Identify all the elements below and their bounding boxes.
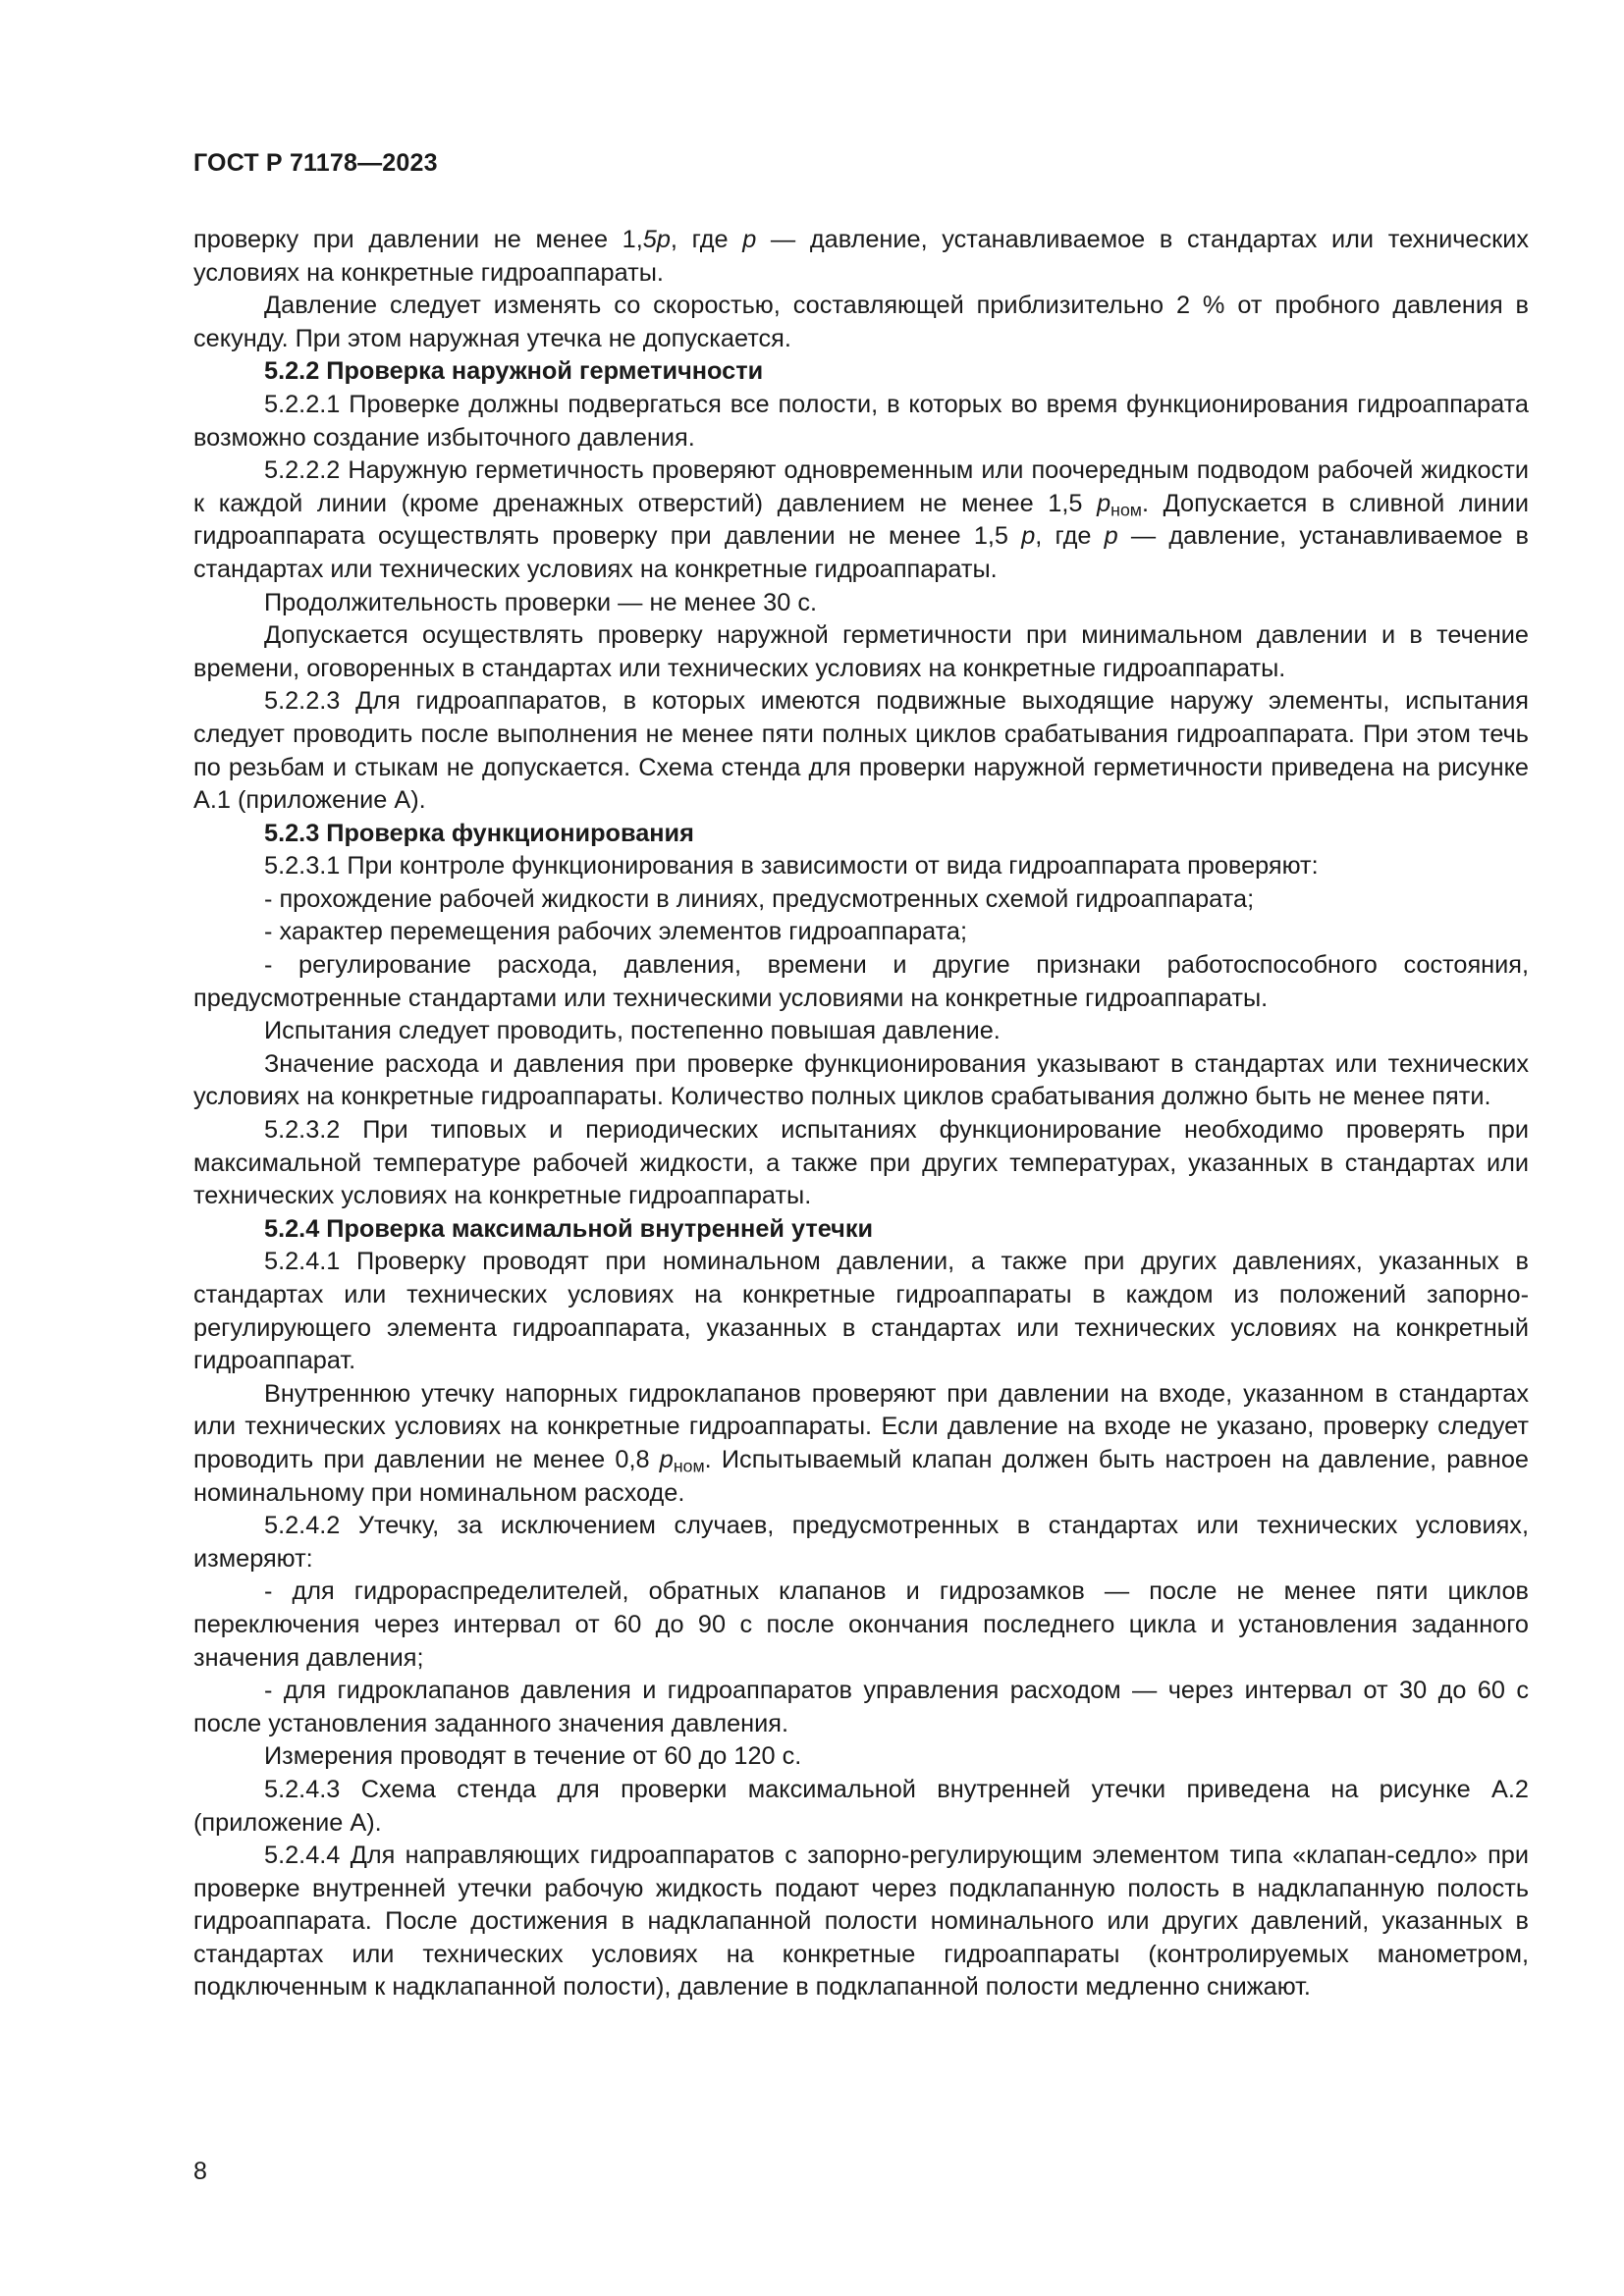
section-heading-5-2-3: 5.2.3 Проверка функционирования	[264, 819, 694, 847]
section-heading-5-2-2: 5.2.2 Проверка наружной герметичности	[264, 357, 764, 386]
paragraph-tests: Испытания следует проводить, постепенно повышая давление.	[264, 1017, 1001, 1045]
document-header: ГОСТ Р 71178—2023	[193, 149, 438, 177]
paragraph-measure: Измерения проводят в течение от 60 до 120 с.	[264, 1742, 802, 1771]
paragraph-duration: Продолжительность проверки — не менее 30 с.	[264, 588, 817, 616]
paragraph-5-2-2-1: 5.2.2.1 Проверке должны подвергаться все полости, в которых во время функционирования гидроаппарата возможно создание избыточного давления.	[193, 390, 1529, 452]
list-item: - для гидроклапанов давления и гидроаппаратов управления расходом — через интервал от 30 до 60 с после установления заданного значения давления.	[193, 1677, 1529, 1737]
paragraph-pressure-rate: Давление следует изменять со скоростью, составляющей приблизительно 2 % от пробного давления в секунду. При этом наружная утечка не допускается.	[193, 292, 1529, 352]
list-item: - для гидрораспределителей, обратных клапанов и гидрозамков — после не менее пяти циклов переключения через интервал от 60 до 90 с после окончания последнего цикла и установления заданного значения давления;	[193, 1577, 1529, 1672]
paragraph-5-2-3-1: 5.2.3.1 При контроле функционирования в зависимости от вида гидроаппарата проверяют:	[264, 852, 1319, 881]
document-body	[193, 224, 1529, 2004]
paragraph-internal-leak: Внутреннюю утечку напорных гидроклапанов проверяют при давлении на входе, указанном в стандартах или технических условиях на конкретные гидроаппараты. Если давление на входе не указано, проверку следует проводить при давлении не менее 0,8 $p_{ном}$. Испытываемый клапан должен быть настроен на давление, равное номинальному при номинальном расходе.	[193, 1379, 1529, 1507]
paragraph-5-2-4-4: 5.2.4.4 Для направляющих гидроаппаратов с запорно-регулирующим элементом типа «клапан-седло» при проверке внутренней утечки рабочую жидкость подают через подклапанную полость в надклапанную полость гидроаппарата. После достижения в надклапанной полости номинального или других давлений, указанных в стандартах или технических условиях на конкретные гидроаппараты (контролируемых манометром, подключенным к надклапанной полости), давление в подклапанной полости медленно снижают.	[193, 1842, 1529, 2002]
paragraph-allowed: Допускается осуществлять проверку наружной герметичности при минимальном давлении и в течение времени, оговоренных в стандартах или технических условиях на конкретные гидроаппараты.	[193, 621, 1529, 682]
paragraph-5-2-3-2: 5.2.3.2 При типовых и периодических испытаниях функционирование необходимо проверять при максимальной температуре рабочей жидкости, а также при других температурах, указанных в стандартах или технических условиях на конкретные гидроаппараты.	[193, 1116, 1529, 1210]
paragraph-5-2-2-3: 5.2.2.3 Для гидроаппаратов, в которых имеются подвижные выходящие наружу элементы, испытания следует проводить после выполнения не менее пяти полных циклов срабатывания гидроаппарата. При этом течь по резьбам и стыкам не допускается. Схема стенда для проверки наружной герметичности приведена на рисунке А.1 (приложение А).	[193, 687, 1529, 815]
paragraph-continuation: проверку при давлении не менее 1,5p, где p — давление, устанавливаемое в стандартах или технических условиях на конкретные гидроаппараты.	[193, 226, 1529, 287]
list-item: - характер перемещения рабочих элементов гидроаппарата;	[264, 918, 967, 946]
paragraph-5-2-4-3: 5.2.4.3 Схема стенда для проверки максимальной внутренней утечки приведена на рисунке А.2 (приложение А).	[193, 1775, 1529, 1837]
paragraph-values: Значение расхода и давления при проверке функционирования указывают в стандартах или технических условиях на конкретные гидроаппараты. Количество полных циклов срабатывания должно быть не менее пяти.	[193, 1049, 1529, 1111]
list-item: - регулирование расхода, давления, времени и другие признаки работоспособного состояния, предусмотренные стандартами или техническими условиями на конкретные гидроаппараты.	[193, 951, 1529, 1012]
paragraph-5-2-2-2: 5.2.2.2 Наружную герметичность проверяют одновременным или поочередным подводом рабочей жидкости к каждой линии (кроме дренажных отверстий) давлением не менее 1,5 $p_{ном}$. Допускается в сливной линии гидроаппарата осуществлять проверку при давлении не менее 1,5 p, где p — давление, устанавливаемое в стандартах или технических условиях на конкретные гидроаппараты.	[193, 456, 1530, 583]
list-item: - прохождение рабочей жидкости в линиях, предусмотренных схемой гидроаппарата;	[264, 884, 1255, 913]
paragraph-5-2-4-1: 5.2.4.1 Проверку проводят при номинальном давлении, а также при других давлениях, указанных в стандартах или технических условиях на конкретные гидроаппараты в каждом из положений запорно-регулирующего элемента гидроаппарата, указанных в стандартах или технических условиях на конкретный гидроаппарат.	[193, 1248, 1529, 1375]
paragraph-5-2-4-2: 5.2.4.2 Утечку, за исключением случаев, предусмотренных в стандартах или технических условиях, измеряют:	[193, 1512, 1529, 1573]
section-heading-5-2-4: 5.2.4 Проверка максимальной внутренней утечки	[264, 1214, 874, 1243]
page-number: 8	[193, 2158, 207, 2185]
